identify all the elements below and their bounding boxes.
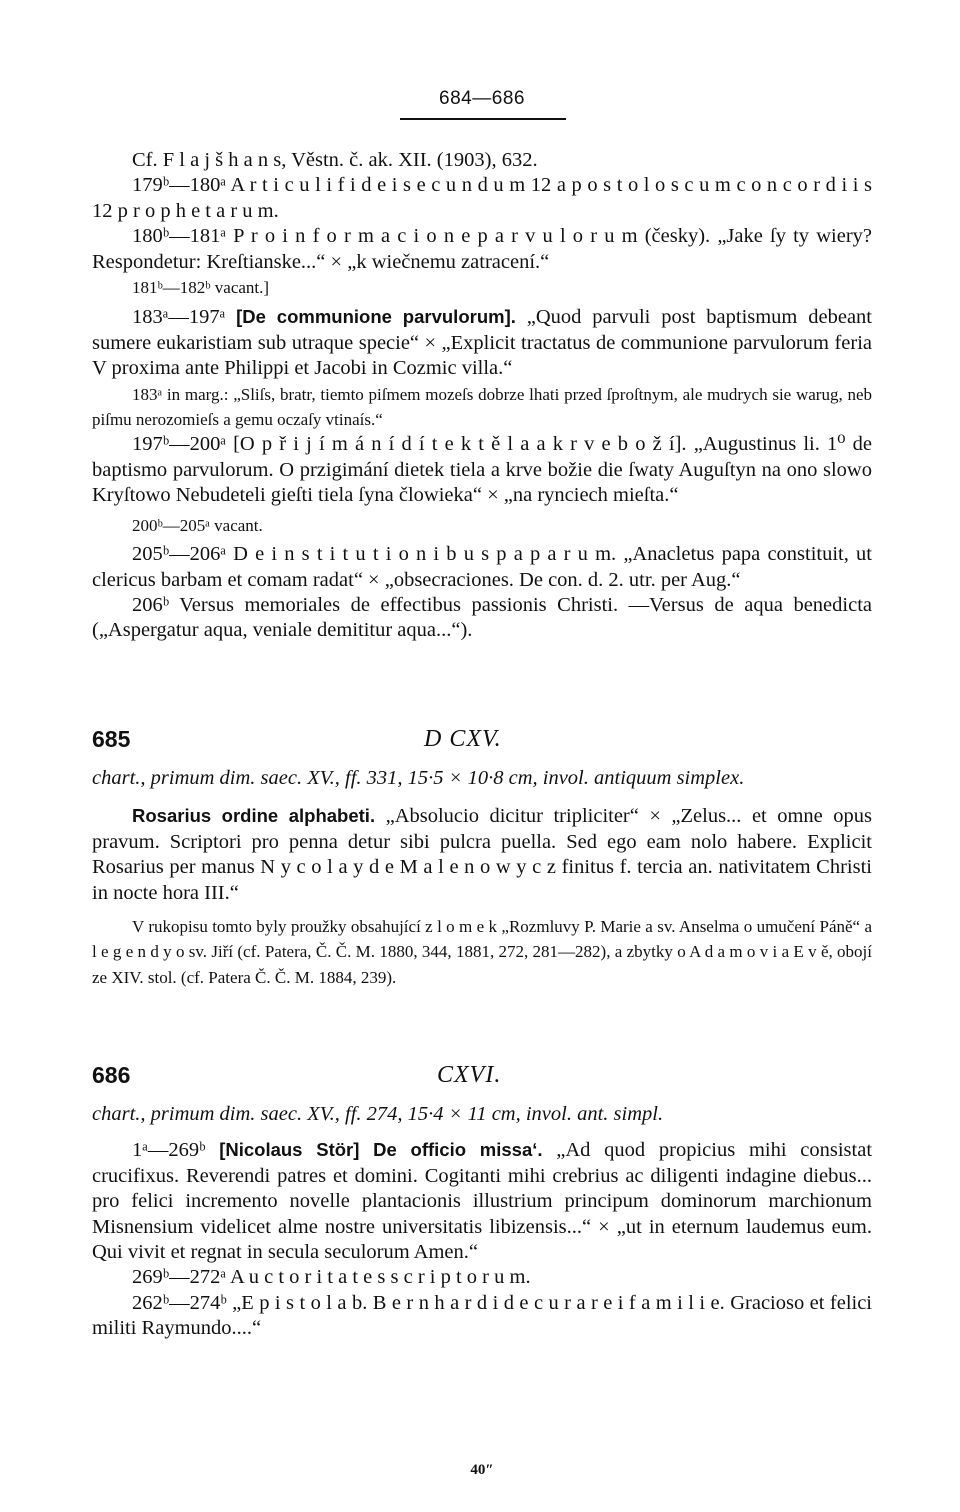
folio-range: 1ᵃ—269ᵇ [132,1139,206,1162]
physical-description: chart., primum dim. saec. XV., ff. 274, 15·4 × 11 cm, invol. ant. simpl. [92,1103,664,1125]
entry-685-heading [92,726,872,760]
item-text: „Quod parvuli post baptismum debeant sumere eukaristiam sub utraque specie“ × „Explicit tractatus de communione parvulorum feria V proxima ante Philippi et Jacobi in Cozmic villa.“ [92,306,872,380]
entry-686-heading [92,1062,872,1096]
reference-line: Cf. F l a j š h a n s, Věstn. č. ak. XII. (1903), 632. [132,149,538,171]
item-title: Rosarius ordine alphabeti. [132,805,376,827]
entry-number: 686 [92,1062,131,1088]
page-number: 40″ [470,1462,494,1478]
entry-685-body [92,766,872,990]
item-title: [Nicolaus Stör] De officio missaʻ. [219,1139,543,1161]
item-vacant-181: 181ᵇ—182ᵇ vacant.] [132,278,270,298]
entry-signature: CXVI. [437,1062,502,1088]
entry-684-continuation [92,148,872,644]
physical-description: chart., primum dim. saec. XV., ff. 331, 15·5 × 10·8 cm, invol. antiquum simplex. [92,767,745,789]
entry-686-body [92,1102,872,1342]
item-text: „Ad quod propicius mihi consistat crucifixus. Reverendi patres et domini. Cogitanti mihi crebrius ac diligenti indagine diebus... pro felici incremento novelle plantacionis illustrium principum dominorum marchionum Misnensium videlicet alme nostre universitatis libizensis...“ × „ut in eternum laudemus eum. Qui vivit et regnat in secula seculorum Amen.“ [92,1139,873,1264]
item-epistola: 262ᵇ—274ᵇ „E p i s t o l a b. B e r n h a r d i d e c u r a r e i f a m i l i e. Gracioso et felici militi Raymundo....“ [92,1291,872,1340]
item-title: [De communione parvulorum]. [236,306,516,328]
entry-signature: D CXV. [424,726,502,752]
item-de-institutionibus: 205ᵇ—206ᵃ D e i n s t i t u t i o n i b u s p a p a r u m. „Anacletus papa constituit, ut clericus barbam et comam radat“ × „obsecraciones. De con. d. 2. utr. per Aug.“ [92,543,872,591]
entry-number: 685 [92,726,131,752]
item-de-communione [92,304,872,381]
item-auctoritates: 269ᵇ—272ᵃ A u c t o r i t a t e s s c r i p t o r u m. [132,1266,531,1289]
item-text: „Absolucio dicitur tripliciter“ × „Zelus... et omne opus pravum. Scriptori pro penna detur sibi pulcra puella. Sed ego eam nolo habere. Explicit Rosarius per manus N y c o l a y d e M a l e n o w y c z finitus f. tercia an. nativitatem Christi in nocte hora III.“ [92,805,873,904]
czech-note: V rukopisu tomto byly proužky obsahující z l o m e k „Rozmluvy P. Marie a sv. Anselma o umučení Páně“ a l e g e n d y o sv. Jiří (cf. Patera, Č. Č. M. 1880, 344, 1881, 272, 281—282), a zbytky o A d a m o v i a E v ě, obojí ze XIV. stol. (cf. Patera Č. Č. M. 1884, 239). [92,917,872,987]
header-rule [400,118,566,120]
item-pro-informacione: 180ᵇ—181ᵃ P r o i n f o r m a c i o n e p a r v u l o r u m (česky). „Jake ſy ty wiery? Respondetur: Kreſtianske...“ × „k wiečnemu zatracení.“ [92,225,872,273]
item-o-prijimani: 197ᵇ—200ᵃ [O p ř i j í m á n í d í t e k t ě l a a k r v e b o ž í]. „Augustinus li. 1⁰ de baptismo parvulorum. O przigimání dietek tiela a krve božie die ſwaty Auguſtyn na ono slowo Kryſtowo Nebudeteli gieſti tiela ſyna člowieka“ × „na rynciech mieſta.“ [92,433,872,507]
content-rosarius [92,803,872,906]
item-de-officio-missae [92,1137,872,1265]
item-vacant-200: 200ᵇ—205ᵃ vacant. [132,515,263,535]
item-versus-memoriales: 206ᵇ Versus memoriales de effectibus passionis Christi. —Versus de aqua benedicta („Aspergatur aqua, veniale demititur aqua...“). [92,593,872,642]
marginal-note: 183ᵃ in marg.: „Sliſs, bratr, tiemto piſmem mozeſs dobrze lhati przed ſproſtnym, ale mudrych sie warug, neb piſmu nerozomieſs a gemu oczaſy vtinaís.“ [92,384,872,430]
running-head: 684—686 [439,88,525,109]
item-articuli: 179ᵇ—180ᵃ A r t i c u l i f i d e i s e c u n d u m 12 a p o s t o l o s c u m c o n c o r d i i s 12 p r o p h e t a r u m. [92,174,872,222]
folio-range: 183ᵃ—197ᵃ [132,306,226,329]
